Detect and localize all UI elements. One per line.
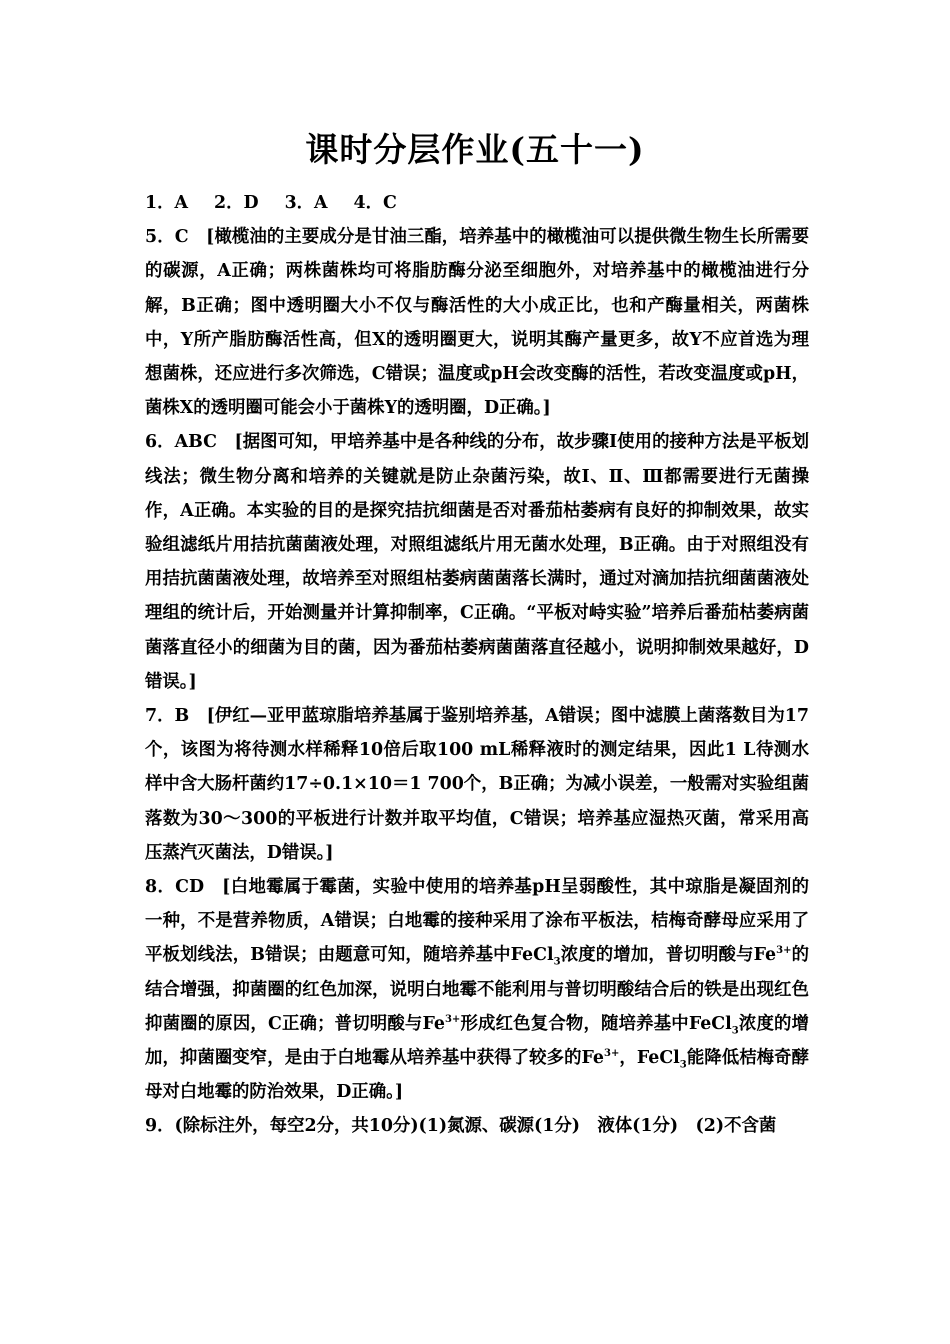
superscript: 3+	[444, 1014, 461, 1026]
answer-body	[145, 186, 809, 1144]
superscript: 3+	[776, 945, 792, 957]
answer-8-text: 8．CD [白地霉属于霉菌，实验中使用的培养基pH呈弱酸性，其中琼脂是凝固剂的一种，不是营养物质，A错误；白地霉的接种采用了涂布平板法，桔梅奇酵母应采用了平板划线法，B错误；由题意可知，随培养基中FeCl	[145, 877, 809, 966]
superscript: 3+	[604, 1048, 620, 1060]
subscript: 3	[553, 956, 561, 968]
answer-8-text: 能降低桔梅奇酵母对白地霉的防治效果，D正确。]	[145, 1048, 809, 1103]
answer-4: 4．C	[353, 193, 397, 213]
answer-8-text: 的结合增强，抑菌圈的红色加深，说明白地霉不能利用与普切明酸结合后的铁是出现红色抑菌圈的原因，C正确；普切明酸与Fe	[145, 945, 809, 1034]
subscript: 3	[731, 1025, 739, 1037]
answer-1: 1．A	[145, 193, 188, 213]
answer-3: 3．A	[284, 193, 328, 213]
answer-8	[145, 870, 809, 1109]
answer-line-1-4	[145, 186, 809, 220]
answer-8-text: 形成红色复合物，随培养基中FeCl	[460, 1013, 732, 1034]
answer-6: 6．ABC [据图可知，甲培养基中是各种线的分布，故步骤Ⅰ使用的接种方法是平板划线法；微生物分离和培养的关键就是防止杂菌污染，故Ⅰ、Ⅱ、Ⅲ都需要进行无菌操作，A正确。本实验的目的是探究拮抗细菌是否对番茄枯萎病有良好的抑制效果，故实验组滤纸片用拮抗菌菌液处理，对照组滤纸片用无菌水处理，B正确。由于对照组没有用拮抗菌菌液处理，故培养至对照组枯萎病菌菌落长满时，通过对滴加拮抗细菌菌液处理组的统计后，开始测量并计算抑制率，C正确。“平板对峙实验”培养后番茄枯萎病菌菌落直径小的细菌为目的菌，因为番茄枯萎病菌菌落直径越小，说明抑制效果越好，D错误。]	[145, 432, 809, 692]
answer-8-text: 浓度的增加，抑菌圈变窄，是由于白地霉从培养基中获得了较多的Fe	[145, 1013, 809, 1069]
answer-5: 5．C [橄榄油的主要成分是甘油三酯，培养基中的橄榄油可以提供微生物生长所需要的碳源，A正确；两株菌株均可将脂肪酶分泌至细胞外，对培养基中的橄榄油进行分解，B正确；图中透明圈大小不仅与酶活性的大小成正比，也和产酶量相关，两菌株中，Y所产脂肪酶活性高，但X的透明圈更大，说明其酶产量更多，故Y不应首选为理想菌株，还应进行多次筛选，C错误；温度或pH会改变酶的活性，若改变温度或pH，菌株X的透明圈可能会小于菌株Y的透明圈，D正确。]	[145, 227, 809, 419]
answer-7: 7．B [伊红—亚甲蓝琼脂培养基属于鉴别培养基，A错误；图中滤膜上菌落数目为17个，该图为将待测水样稀释10倍后取100 mL稀释液时的测定结果，因此1 L待测水样中含大肠杆菌约17÷0.1×10＝1 700个，B正确；为减小误差，一般需对实验组菌落数为30～300的平板进行计数并取平均值，C错误；培养基应湿热灭菌，常采用高压蒸汽灭菌法，D错误。]	[145, 706, 810, 863]
answer-9: 9．(除标注外，每空2分，共10分)(1)氮源、碳源(1分) 液体(1分) (2)不含菌	[145, 1116, 777, 1137]
subscript: 3	[679, 1059, 687, 1071]
page-title: 课时分层作业(五十一)	[305, 130, 645, 169]
answer-8-text: ，FeCl	[619, 1048, 680, 1069]
answer-2: 2．D	[213, 193, 259, 213]
answer-8-text: 浓度的增加，普切明酸与Fe	[560, 945, 777, 966]
